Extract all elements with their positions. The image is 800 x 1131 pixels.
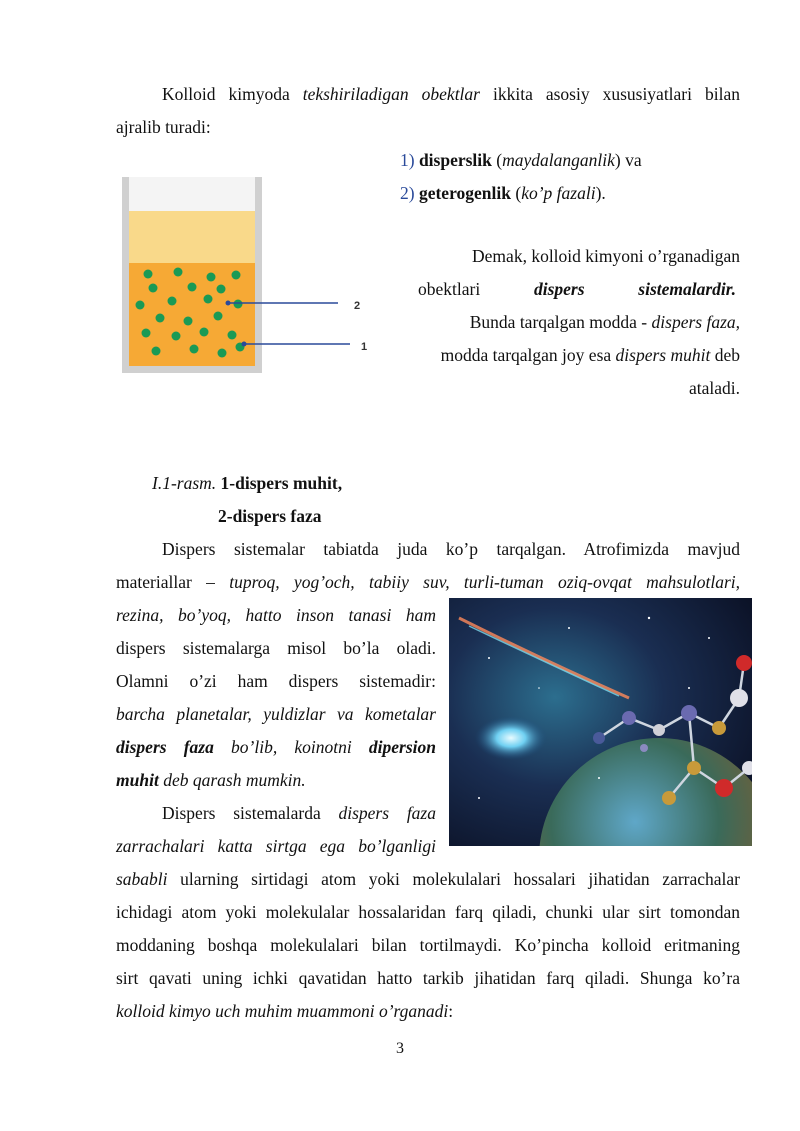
body-emphasis: zarrachalari katta sirtga ega bo’lganligi (116, 836, 436, 856)
body-p1-line-7 (116, 731, 436, 764)
body-strong: dispers faza (116, 737, 214, 757)
body-p1-line-2 (116, 566, 740, 599)
body-p2-line-5: moddaning boshqa molekulalari bilan tortilmaydi. Ko’pincha kolloid eritmaning (116, 935, 740, 955)
list-text: ). (595, 183, 606, 203)
body-p2-line-2 (116, 830, 436, 863)
body-strong: muhit (116, 770, 159, 790)
intro-line-1 (162, 78, 740, 111)
side-emphasis: dispers (533, 279, 585, 299)
body-p1-line-8 (116, 764, 436, 797)
beaker-figure (118, 175, 376, 377)
body-p1-line-1: Dispers sistemalar tabiatda juda ko’p tarqalgan. Atrofimizda mavjud (162, 539, 740, 559)
body-p2-line-1 (162, 797, 436, 830)
space-molecules-illustration (449, 598, 752, 846)
side-text: obektlari (418, 279, 481, 299)
figure-caption-line-1 (152, 467, 552, 500)
side-text: Bunda tarqalgan modda - (469, 312, 652, 332)
body-p1-line-6 (116, 698, 436, 731)
list-note: maydalanganlik (502, 150, 615, 170)
page-number: 3 (396, 1040, 404, 1057)
side-line-4 (410, 339, 740, 372)
list-number: 2) (400, 183, 415, 203)
figure-label-2: 2 (354, 300, 361, 312)
side-line-5: ataladi. (688, 378, 740, 398)
body-p2-line-4: ichidagi atom yoki molekulalar hossalaridan farq qiladi, chunki ular sirt tomondan (116, 902, 740, 922)
side-line-2 (418, 273, 736, 306)
body-p1-line-4: dispers sistemalarga misol bo’la oladi. (116, 638, 436, 658)
body-text: : (448, 1001, 454, 1021)
list-item-2 (400, 177, 740, 210)
list-text: ( (510, 183, 522, 203)
intro-emphasis: tekshiriladigan obektlar (302, 84, 480, 104)
caption-text: 1-dispers muhit, (216, 473, 343, 493)
body-p2-line-3 (116, 863, 740, 896)
body-emphasis: tuproq, yog’och, tabiiy suv, turli-tuman oziq-ovqat mahsulotlari, (229, 572, 740, 592)
body-strong: dipersion (368, 737, 437, 757)
body-p2-line-6: sirt qavati uning ichki qavatidan hatto tarkib jihatidan farq qiladi. Shunga ko’ra (116, 968, 740, 988)
list-text: ( (491, 150, 503, 170)
intro-line-2: ajralib turadi: (116, 117, 211, 137)
body-text: ularning sirtidagi atom yoki molekulalari hossalari jihatidan zarrachalar (167, 869, 740, 889)
body-emphasis: rezina, bo’yoq, hatto inson tanasi ham (116, 605, 436, 625)
body-emphasis: sababli (116, 869, 168, 889)
side-emphasis: dispers faza, (651, 312, 740, 332)
side-emphasis: sistemalardir. (638, 279, 736, 299)
side-line-3 (420, 306, 740, 339)
list-text: ) va (614, 150, 642, 170)
body-emphasis: barcha planetalar, yuldizlar va kometalar (116, 704, 436, 724)
body-emphasis: deb qarash mumkin. (158, 770, 306, 790)
side-text: deb (710, 345, 740, 365)
figure-label-1: 1 (361, 341, 368, 353)
list-item-1 (400, 144, 740, 177)
side-line-1: Demak, kolloid kimyoni o’rganadigan (472, 246, 740, 266)
body-p1-line-3 (116, 599, 436, 632)
galaxy (475, 716, 547, 760)
caption-prefix: I.1-rasm. (152, 473, 217, 493)
upper-liquid-layer (129, 211, 255, 263)
list-note: ko’p fazali (521, 183, 596, 203)
body-p2-line-7 (116, 995, 740, 1028)
side-emphasis: dispers muhit (615, 345, 711, 365)
body-p1-line-5: Olamni o’zi ham dispers sistemadir: (116, 671, 436, 691)
list-term: disperslik (418, 150, 492, 170)
body-text: materiallar – (116, 572, 230, 592)
pointer-dot-2 (226, 301, 231, 306)
intro-text: Kolloid kimyoda (162, 84, 303, 104)
body-emphasis: kolloid kimyo uch muhim muammoni o’rganadi (116, 1001, 449, 1021)
intro-text: ikkita asosiy xususiyatlari bilan (479, 84, 740, 104)
caption-text: 2-dispers faza (218, 506, 322, 526)
body-emphasis: bo’lib, koinotni (213, 737, 369, 757)
pointer-dot-1 (242, 342, 247, 347)
side-text: modda tarqalgan joy esa (440, 345, 616, 365)
figure-caption-line-2 (218, 500, 518, 533)
list-term: geterogenlik (418, 183, 511, 203)
body-text: Dispers sistemalarda (162, 803, 339, 823)
body-emphasis: dispers faza (338, 803, 436, 823)
list-number: 1) (400, 150, 415, 170)
